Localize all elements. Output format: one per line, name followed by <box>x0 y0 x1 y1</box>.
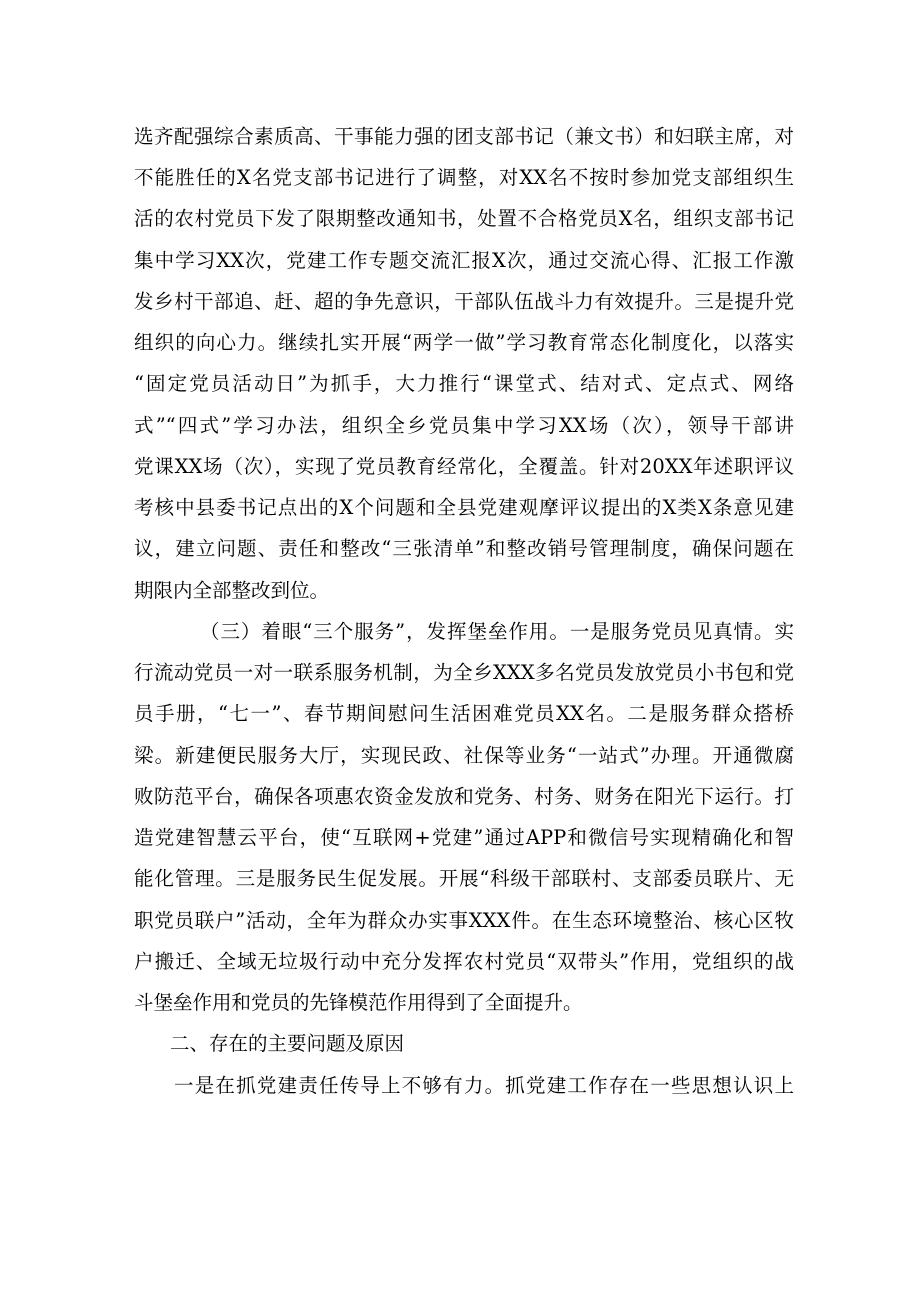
text-line: 活的农村党员下发了限期整改通知书，处置不合格党员X名，组织支部书记 <box>134 207 794 230</box>
text-line: 斗堡垒作用和党员的先锋模范作用得到了全面提升。 <box>134 991 583 1014</box>
text-line: 造党建智慧云平台，使“互联网+党建”通过APP和微信号实现精确化和智 <box>134 826 794 849</box>
text-line: 一是在抓党建责任传导上不够有力。抓党建工作存在一些思想认识上 <box>174 1074 794 1097</box>
text-line: 组织的向心力。继续扎实开展“两学一做”学习教育常态化制度化，以落实 <box>134 331 794 354</box>
text-line: 式”“四式”学习办法，组织全乡党员集中学习XX场（次），领导干部讲 <box>134 414 794 437</box>
text-line: 发乡村干部追、赶、超的争先意识，干部队伍战斗力有效提升。三是提升党 <box>134 290 794 313</box>
text-line: 选齐配强综合素质高、干事能力强的团支部书记（兼文书）和妇联主席，对 <box>134 125 794 148</box>
text-line: 员手册，“七一”、春节期间慰问生活困难党员XX名。二是服务群众搭桥 <box>134 702 794 725</box>
section-heading: 二、存在的主要问题及原因 <box>170 1032 405 1055</box>
text-line: 行流动党员一对一联系服务机制，为全乡XXX多名党员发放党员小书包和党 <box>134 661 794 684</box>
text-line: 梁。新建便民服务大厅，实现民政、社保等业务“一站式”办理。开通微腐 <box>134 744 794 767</box>
section-heading-line: （三）着眼“三个服务”，发挥堡垒作用。一是服务党员见真情。实 <box>200 620 794 643</box>
text-line: “固定党员活动日”为抓手，大力推行“课堂式、结对式、定点式、网络 <box>134 372 794 395</box>
text-line: 集中学习XX次，党建工作专题交流汇报X次，通过交流心得、汇报工作激 <box>134 249 794 272</box>
text-line: 败防范平台，确保各项惠农资金发放和党务、村务、财务在阳光下运行。打 <box>134 785 794 808</box>
text-line: 期限内全部整改到位。 <box>134 579 330 602</box>
text-line: 不能胜任的X名党支部书记进行了调整，对XX名不按时参加党支部组织生 <box>134 166 794 189</box>
text-line: 职党员联户”活动，全年为群众办实事XXX件。在生态环境整治、核心区牧 <box>134 909 794 932</box>
text-line: 议，建立问题、责任和整改“三张清单”和整改销号管理制度，确保问题在 <box>134 537 794 560</box>
text-line: 户搬迁、全域无垃圾行动中充分发挥农村党员“双带头”作用，党组织的战 <box>134 950 794 973</box>
text-line: 能化管理。三是服务民生促发展。开展“科级干部联村、支部委员联片、无 <box>134 867 794 890</box>
text-line: 党课XX场（次），实现了党员教育经常化，全覆盖。针对20XX年述职评议 <box>134 455 794 478</box>
text-line: 考核中县委书记点出的X个问题和全县党建观摩评议提出的X类X条意见建 <box>134 496 794 519</box>
